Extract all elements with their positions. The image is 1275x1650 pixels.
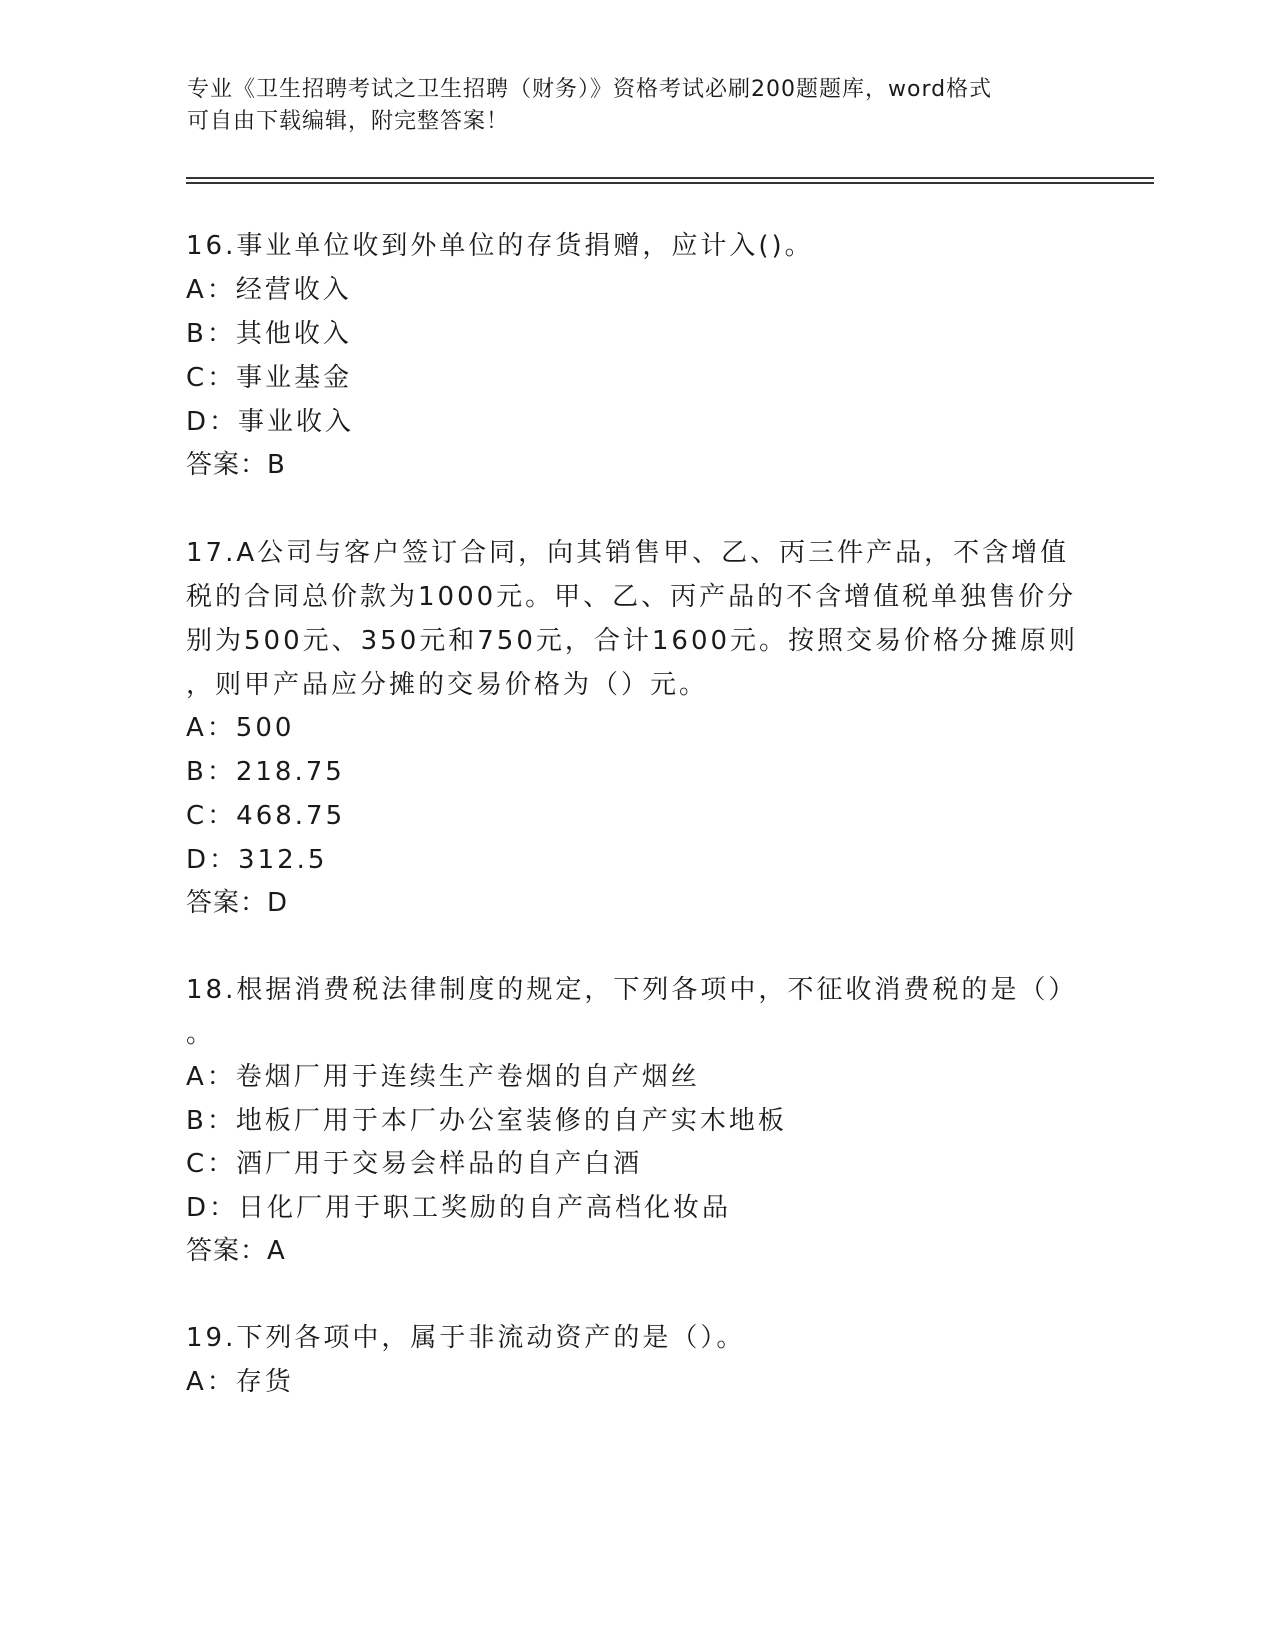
question-18-option-b: B：地板厂用于本厂办公室装修的自产实木地板 bbox=[186, 1106, 787, 1136]
question-18-option-c: C：酒厂用于交易会样品的自产白酒 bbox=[186, 1149, 643, 1179]
document-header bbox=[187, 74, 1067, 138]
question-17-stem-line-4: ，则甲产品应分摊的交易价格为（）元。 bbox=[186, 670, 709, 700]
question-17-stem-line-2: 税的合同总价款为1000元。甲、乙、丙产品的不含增值税单独售价分 bbox=[186, 582, 1077, 612]
header-rule-top bbox=[186, 177, 1154, 179]
question-16-option-c: C：事业基金 bbox=[186, 363, 353, 393]
question-17-option-d: D：312.5 bbox=[186, 845, 328, 875]
question-18-answer: 答案：A bbox=[186, 1236, 286, 1266]
question-16-option-a: A：经营收入 bbox=[186, 275, 352, 305]
header-line-2: 可自由下载编辑，附完整答案！ bbox=[187, 109, 510, 134]
question-17-option-b: B：218.75 bbox=[186, 757, 345, 787]
question-17-stem-line-3: 别为500元、350元和750元，合计1600元。按照交易价格分摊原则 bbox=[186, 626, 1079, 656]
question-16-option-d: D：事业收入 bbox=[186, 407, 355, 437]
question-19-stem: 19.下列各项中，属于非流动资产的是（）。 bbox=[186, 1323, 746, 1353]
question-18-stem-line-1: 18.根据消费税法律制度的规定，下列各项中，不征收消费税的是（） bbox=[186, 975, 1078, 1005]
question-17-option-a: A：500 bbox=[186, 713, 295, 743]
question-16-option-b: B：其他收入 bbox=[186, 319, 352, 349]
header-rule-bottom bbox=[186, 182, 1154, 184]
question-17-stem-line-1: 17.A公司与客户签订合同，向其销售甲、乙、丙三件产品，不含增值 bbox=[186, 538, 1070, 568]
question-17-answer: 答案：D bbox=[186, 888, 289, 918]
question-16-answer: 答案：B bbox=[186, 450, 286, 480]
question-19-option-a: A：存货 bbox=[186, 1367, 294, 1397]
question-18-option-a: A：卷烟厂用于连续生产卷烟的自产烟丝 bbox=[186, 1062, 700, 1092]
question-18-stem-line-2: 。 bbox=[186, 1019, 216, 1049]
question-18-option-d: D：日化厂用于职工奖励的自产高档化妆品 bbox=[186, 1193, 732, 1223]
header-line-1: 专业《卫生招聘考试之卫生招聘（财务）》资格考试必刷200题题库，word格式 bbox=[187, 77, 993, 102]
question-17-option-c: C：468.75 bbox=[186, 801, 346, 831]
question-16-stem: 16.事业单位收到外单位的存货捐赠，应计入()。 bbox=[186, 231, 814, 261]
